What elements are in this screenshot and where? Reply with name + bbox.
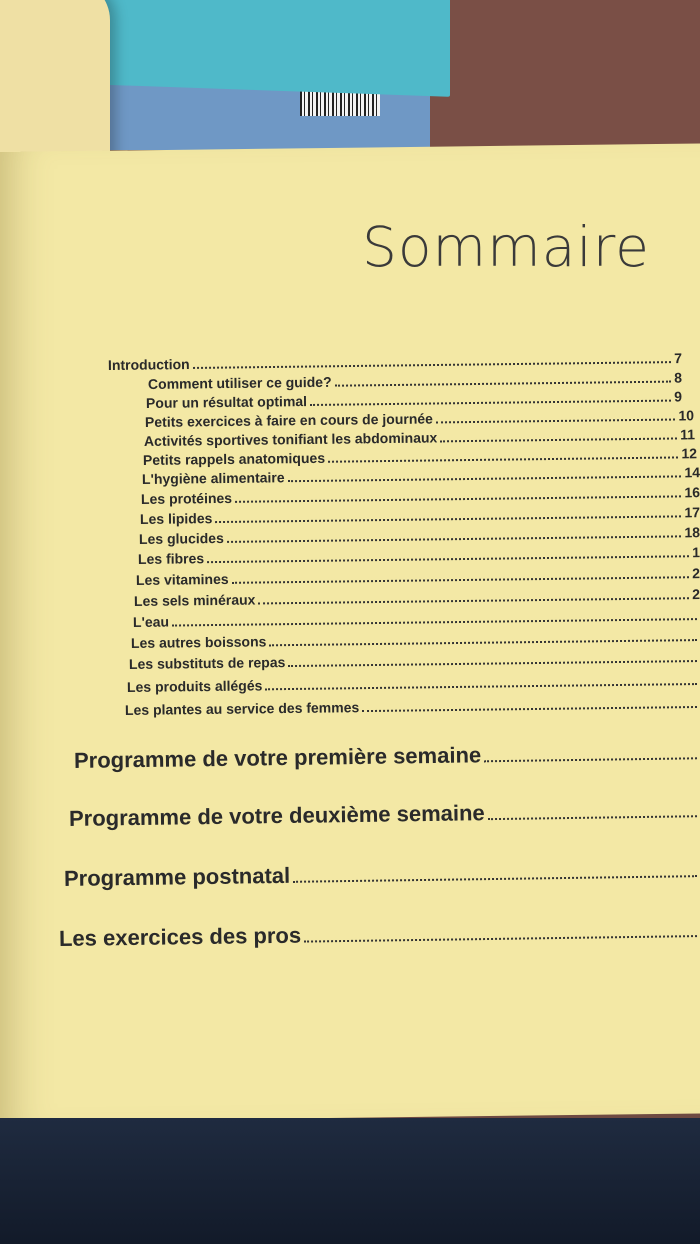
toc-entry-page: 2 <box>692 565 700 582</box>
page-title: Sommaire <box>362 215 650 279</box>
dot-leader <box>440 426 677 442</box>
toc-section-label: Programme de votre deuxième semaine <box>68 800 485 831</box>
dot-leader <box>484 740 697 763</box>
toc-entry-page: 17 <box>684 504 700 521</box>
toc-entry-label: Les plantes au service des femmes <box>124 699 360 719</box>
toc-entry-label: Les substituts de repas <box>128 654 286 673</box>
toc-entry-label: Les autres boissons <box>130 633 267 652</box>
toc-entry-page: 2 <box>692 586 700 603</box>
toc-entry-label: Comment utiliser ce guide? <box>147 373 332 393</box>
carpet-background <box>420 0 700 160</box>
dot-leader <box>293 858 697 883</box>
toc-entry-page: 14 <box>684 464 700 481</box>
toc-section-label: Programme de votre première semaine <box>73 742 482 773</box>
toc-entry-page: 8 <box>674 369 683 386</box>
toc-entry-label: Activités sportives tonifiant les abdominaux <box>143 429 438 450</box>
toc-entry-page: 9 <box>674 388 683 405</box>
dot-leader <box>436 408 676 424</box>
toc-entry-label: Les sels minéraux <box>133 591 256 610</box>
toc-entry-page: 7 <box>674 350 683 367</box>
toc-entry-page: 12 <box>681 445 698 462</box>
dot-leader <box>362 695 697 712</box>
toc-entry-label: Petits exercices à faire en cours de journée <box>144 410 433 431</box>
toc-section-label: Les exercices des pros <box>58 922 302 951</box>
toc-entry-label: Introduction <box>107 356 190 374</box>
dot-leader <box>488 798 698 821</box>
toc-entry-label: Les fibres <box>137 550 205 568</box>
toc-entry-label: L'eau <box>132 613 170 631</box>
toc-entry-label: Les produits allégés <box>126 677 263 696</box>
toc-entry-page: 18 <box>684 524 700 541</box>
dot-leader <box>304 917 697 942</box>
toc-entry-label: Les protéines <box>140 490 233 508</box>
toc-entry-page: 11 <box>680 426 696 443</box>
toc-entry-label: Les vitamines <box>135 571 229 589</box>
background-book-teal <box>60 0 450 97</box>
toc-entry-page: 10 <box>678 407 695 424</box>
toc-entry-page: 16 <box>684 484 700 501</box>
toc-section-label: Programme postnatal <box>63 862 291 891</box>
dot-leader <box>334 370 671 387</box>
toc-entry-label: L'hygiène alimentaire <box>141 469 285 488</box>
toc-entry-page: 1 <box>692 544 700 561</box>
toc-entry-label: Les lipides <box>139 510 213 528</box>
toc-entry-label: Les glucides <box>138 530 224 548</box>
toc-entry-label: Pour un résultat optimal <box>145 393 308 412</box>
toc-entry-label: Petits rappels anatomiques <box>142 449 326 469</box>
jeans-background <box>0 1118 700 1244</box>
